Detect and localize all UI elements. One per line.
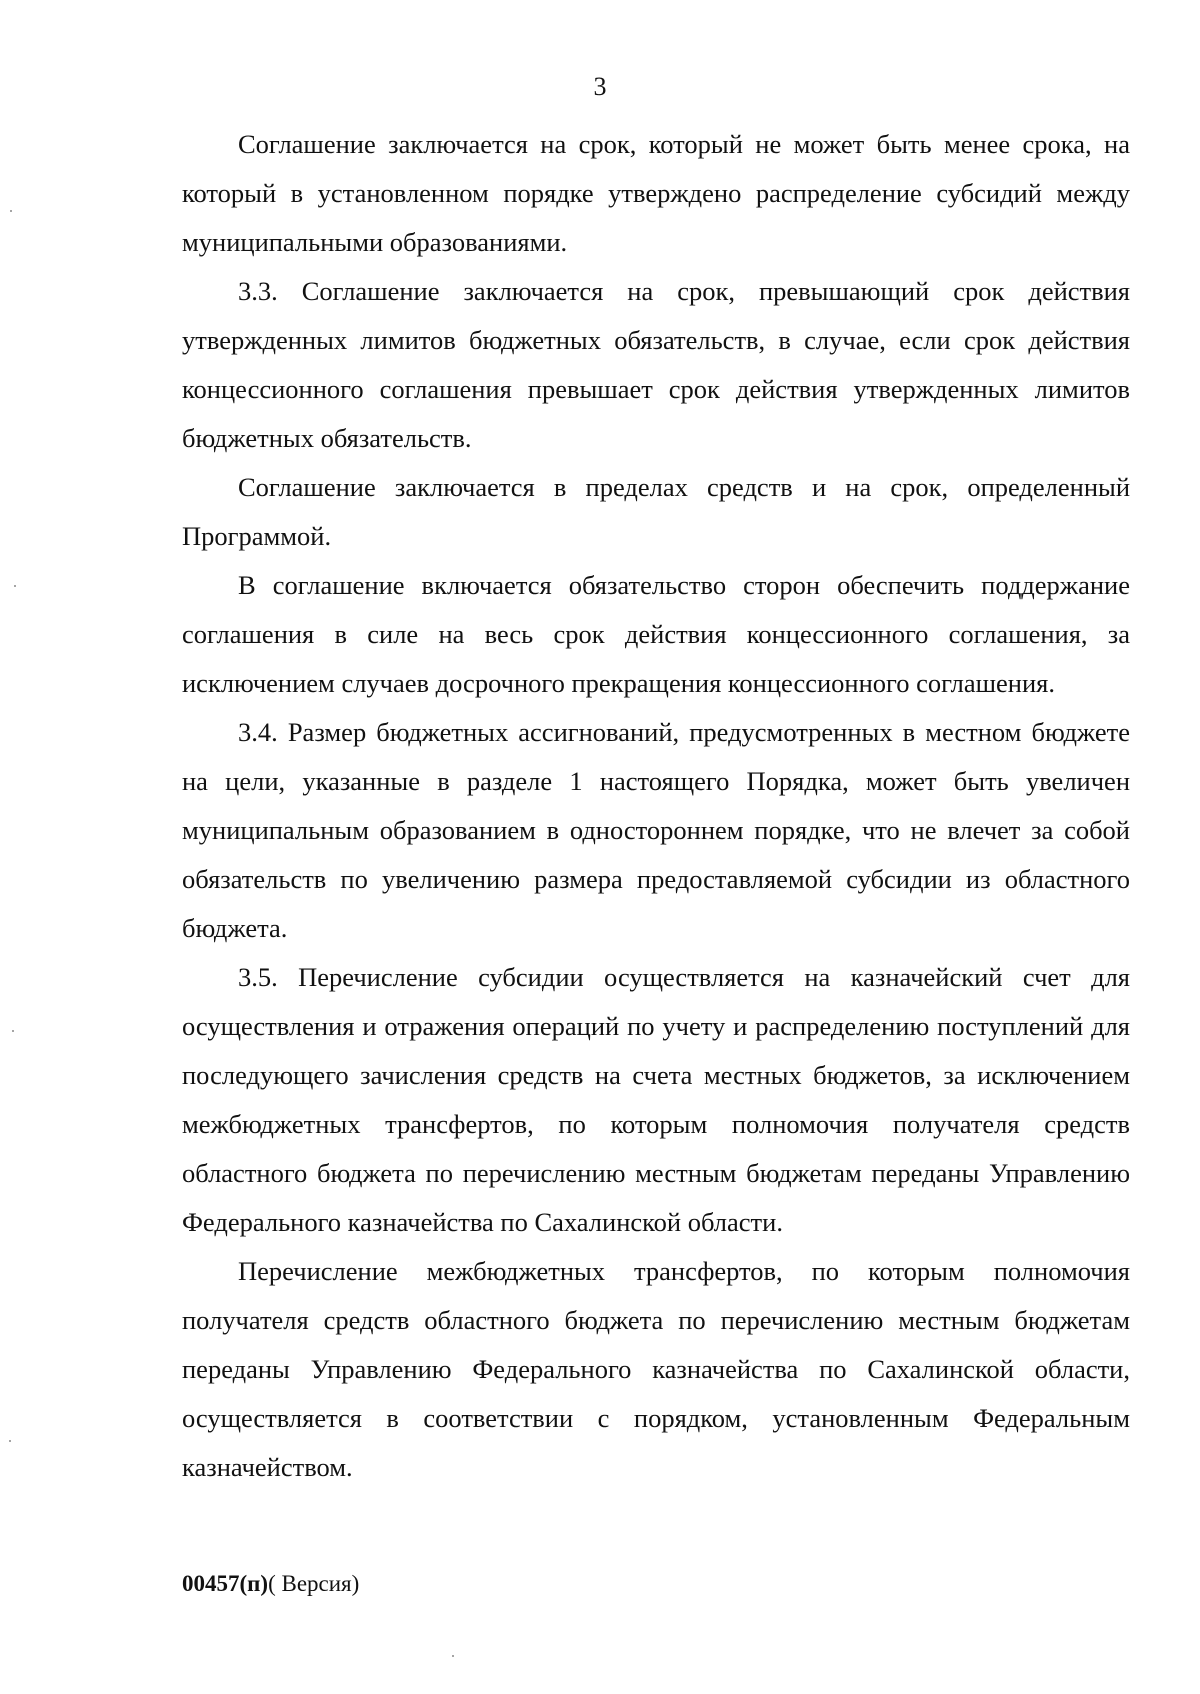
scan-speck — [9, 1440, 11, 1442]
footer-code: 00457(п) — [182, 1571, 269, 1596]
scan-speck — [14, 585, 16, 587]
footer-document-code — [182, 1570, 359, 1598]
paragraph-transfers: Перечисление межбюджетных трансфертов, по которым полномочия получателя средств областного бюджета по перечислению местным бюджетам переданы Управлению Федерального казначейства по Сахалинской области, осуществляется в соответствии с порядком, установленным Федеральным казначейством. — [182, 1256, 1130, 1482]
paragraph-obligation: В соглашение включается обязательство сторон обеспечить поддержание соглашения в силе на весь срок действия концессионного соглашения, за исключением случаев досрочного прекращения концессионного соглашения. — [182, 570, 1130, 698]
paragraph-3-4: 3.4. Размер бюджетных ассигнований, предусмотренных в местном бюджете на цели, указанные в разделе 1 настоящего Порядка, может быть увеличен муниципальным образованием в одностороннем порядке, что не влечет за собой обязательств по увеличению размера предоставляемой субсидии из областного бюджета. — [182, 717, 1130, 943]
paragraph-3-5: 3.5. Перечисление субсидии осуществляется на казначейский счет для осуществления и отражения операций по учету и распределению поступлений для последующего зачисления средств на счета местных бюджетов, за исключением межбюджетных трансфертов, по которым полномочия получателя средств областного бюджета по перечислению местным бюджетам переданы Управлению Федерального казначейства по Сахалинской области. — [182, 962, 1130, 1237]
paragraph-agreement-limits: Соглашение заключается в пределах средств и на срок, определенный Программой. — [182, 472, 1130, 551]
scan-speck — [10, 210, 12, 212]
scan-speck — [12, 1030, 14, 1032]
paragraph-agreement-term: Соглашение заключается на срок, который не может быть менее срока, на который в установленном порядке утверждено распределение субсидий между муниципальными образованиями. — [182, 129, 1130, 257]
page-number: 3 — [593, 72, 607, 101]
footer-version: ( Версия) — [268, 1571, 360, 1596]
document-body — [182, 120, 1130, 1492]
scan-speck — [452, 1655, 454, 1657]
paragraph-3-3: 3.3. Соглашение заключается на срок, превышающий срок действия утвержденных лимитов бюджетных обязательств, в случае, если срок действия концессионного соглашения превышает срок действия утвержденных лимитов бюджетных обязательств. — [182, 276, 1130, 453]
